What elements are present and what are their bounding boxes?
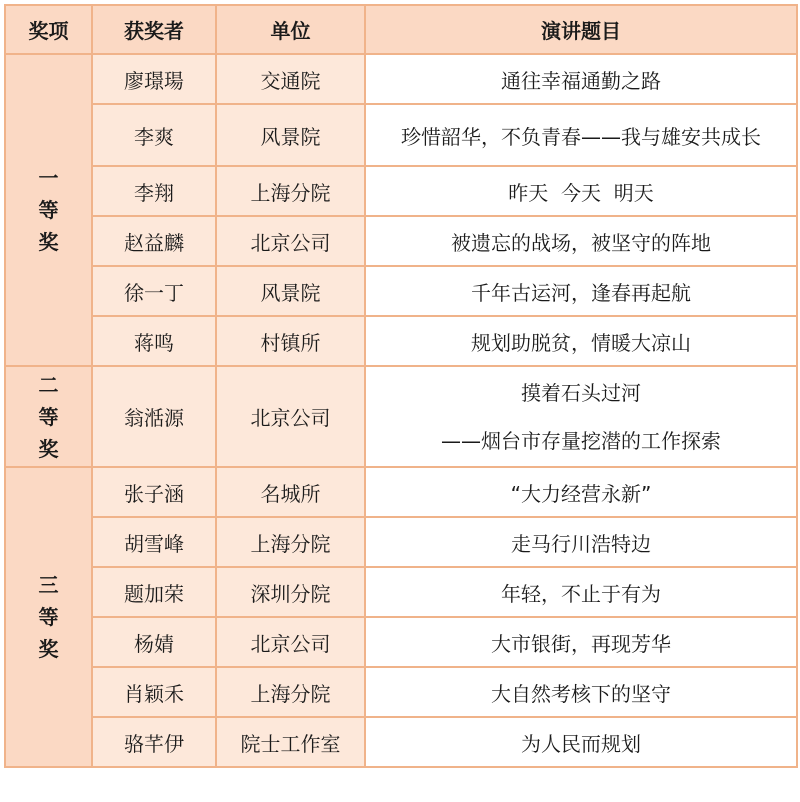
- unit-cell: 北京公司: [216, 366, 365, 467]
- table-row: [5, 467, 797, 517]
- table-row: [5, 104, 797, 166]
- title-cell: 为人民而规划: [365, 717, 797, 767]
- winner-cell: 李爽: [92, 104, 216, 166]
- table-row: [5, 717, 797, 767]
- table-row: [5, 366, 797, 467]
- header-prize: 奖项: [5, 5, 92, 54]
- prize-first: 一 等 奖: [5, 54, 92, 366]
- winner-cell: 杨婧: [92, 617, 216, 667]
- title-cell: 通往幸福通勤之路: [365, 54, 797, 104]
- unit-cell: 北京公司: [216, 617, 365, 667]
- title-cell: “大力经营永新”: [365, 467, 797, 517]
- title-line-2: ——烟台市存量挖潜的工作探索: [441, 428, 721, 453]
- unit-cell: 风景院: [216, 266, 365, 316]
- table-row: [5, 617, 797, 667]
- winner-cell: 胡雪峰: [92, 517, 216, 567]
- winner-cell: 李翔: [92, 166, 216, 216]
- winner-cell: 赵益麟: [92, 216, 216, 266]
- table-row: [5, 316, 797, 366]
- table-row: [5, 166, 797, 216]
- title-cell: 被遗忘的战场，被坚守的阵地: [365, 216, 797, 266]
- unit-cell: 交通院: [216, 54, 365, 104]
- table-row: [5, 216, 797, 266]
- unit-cell: 名城所: [216, 467, 365, 517]
- table-row: [5, 54, 797, 104]
- title-line-1: 摸着石头过河: [521, 380, 641, 405]
- winner-cell: 蒋鸣: [92, 316, 216, 366]
- unit-cell: 北京公司: [216, 216, 365, 266]
- table-row: [5, 266, 797, 316]
- winner-cell: 骆芊伊: [92, 717, 216, 767]
- title-cell: [365, 366, 797, 467]
- unit-cell: 院士工作室: [216, 717, 365, 767]
- winner-cell: 廖璟瑒: [92, 54, 216, 104]
- unit-cell: 上海分院: [216, 166, 365, 216]
- unit-cell: 风景院: [216, 104, 365, 166]
- table-row: [5, 667, 797, 717]
- title-cell: 大自然考核下的坚守: [365, 667, 797, 717]
- winner-cell: 徐一丁: [92, 266, 216, 316]
- table-row: [5, 517, 797, 567]
- unit-cell: 上海分院: [216, 667, 365, 717]
- title-cell: 走马行川浩特边: [365, 517, 797, 567]
- winner-cell: 肖颖禾: [92, 667, 216, 717]
- winner-cell: 张子涵: [92, 467, 216, 517]
- header-unit: 单位: [216, 5, 365, 54]
- title-cell: 年轻，不止于有为: [365, 567, 797, 617]
- title-cell: 昨天 今天 明天: [365, 166, 797, 216]
- header-winner: 获奖者: [92, 5, 216, 54]
- title-cell: 规划助脱贫，情暖大凉山: [365, 316, 797, 366]
- title-cell: 珍惜韶华，不负青春——我与雄安共成长: [365, 104, 797, 166]
- title-cell: 大市银街，再现芳华: [365, 617, 797, 667]
- title-cell: 千年古运河，逢春再起航: [365, 266, 797, 316]
- unit-cell: 村镇所: [216, 316, 365, 366]
- table-row: [5, 567, 797, 617]
- winner-cell: 翁湉源: [92, 366, 216, 467]
- awards-table: [4, 4, 798, 768]
- prize-second: 二 等 奖: [5, 366, 92, 467]
- winner-cell: 题加荣: [92, 567, 216, 617]
- header-row: [5, 5, 797, 54]
- unit-cell: 深圳分院: [216, 567, 365, 617]
- prize-third: 三 等 奖: [5, 467, 92, 767]
- unit-cell: 上海分院: [216, 517, 365, 567]
- header-title: 演讲题目: [365, 5, 797, 54]
